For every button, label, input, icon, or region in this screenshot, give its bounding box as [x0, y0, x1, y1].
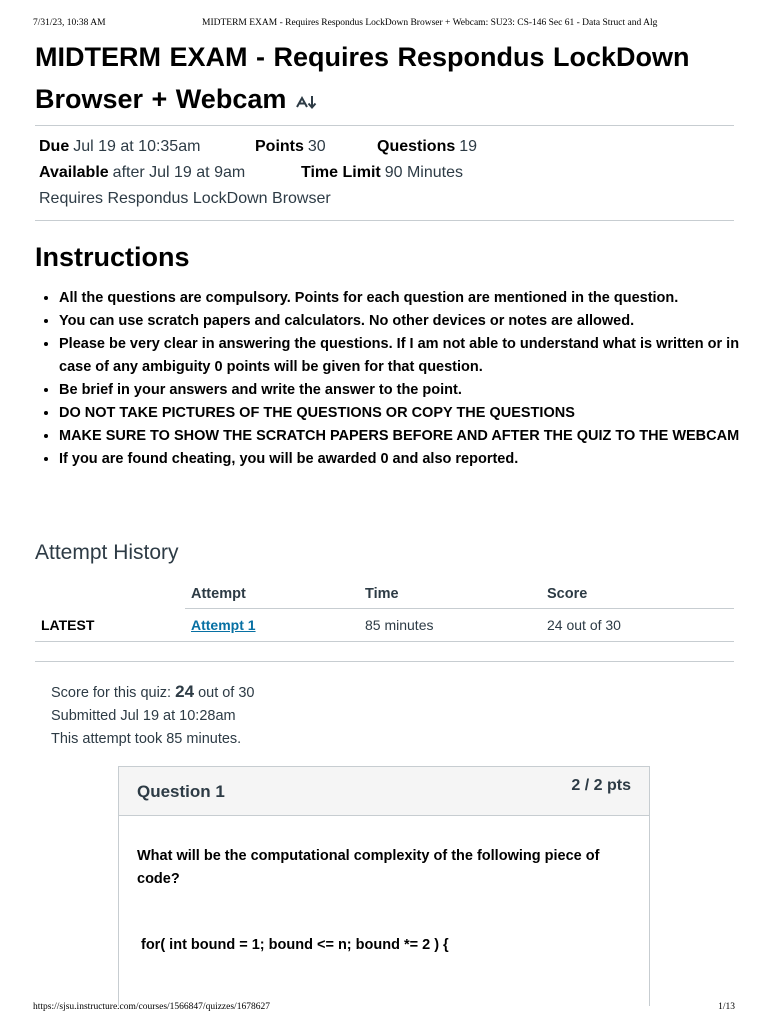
sort-icon[interactable] [296, 80, 318, 122]
duration-line: This attempt took 85 minutes. [51, 731, 242, 747]
print-date: 7/31/23, 10:38 AM [33, 18, 106, 28]
column-header-score: Score [541, 580, 734, 609]
score-prefix: Score for this quiz: [51, 685, 172, 701]
available-label: Available [39, 164, 109, 181]
instruction-item: • If you are found cheating, you will be awarded 0 and also reported. [59, 448, 759, 471]
questions-label: Questions [377, 138, 456, 155]
quiz-title-text: MIDTERM EXAM - Requires Respondus LockDown Browser + Webcam [35, 42, 690, 114]
score-suffix: out of 30 [198, 685, 255, 701]
due-value: Jul 19 at 10:35am [73, 138, 201, 155]
available-detail [39, 164, 245, 182]
divider [35, 220, 734, 221]
column-header [35, 580, 185, 609]
table-row [35, 609, 734, 642]
instructions-list [35, 287, 759, 471]
attempt-history-table [35, 580, 734, 642]
instruction-item: • MAKE SURE TO SHOW THE SCRATCH PAPERS BEFORE AND AFTER THE QUIZ TO THE WEBCAM [59, 425, 759, 448]
score-cell: 24 out of 30 [541, 609, 734, 642]
time-limit-value: 90 Minutes [384, 164, 463, 181]
points-label: Points [255, 138, 304, 155]
lockdown-note: Requires Respondus LockDown Browser [39, 190, 331, 207]
instruction-item: • You can use scratch papers and calculators. No other devices or notes are allowed. [59, 310, 759, 333]
instructions-heading: Instructions [35, 242, 190, 272]
quiz-details-row-1 [39, 138, 200, 156]
question-name: Question 1 [137, 782, 225, 801]
points-detail [255, 138, 326, 156]
table-header-row [35, 580, 734, 609]
print-url: https://sjsu.instructure.com/courses/1566847/quizzes/1678627 [33, 1002, 270, 1012]
question-points: 2 / 2 pts [571, 777, 631, 794]
time-cell: 85 minutes [359, 609, 541, 642]
due-label: Due [39, 138, 70, 155]
attempt-link[interactable]: Attempt 1 [191, 617, 256, 633]
column-header-time: Time [359, 580, 541, 609]
quiz-score-line [51, 682, 255, 702]
quiz-title [35, 36, 725, 122]
question-card [118, 766, 650, 1006]
attempt-history-heading: Attempt History [35, 541, 179, 564]
questions-value: 19 [459, 138, 478, 155]
instruction-item: • Please be very clear in answering the questions. If I am not able to understand what is written or in case of any ambiguity 0 points will be given for that question. [59, 333, 759, 379]
points-value: 30 [307, 138, 326, 155]
instruction-item: • All the questions are compulsory. Points for each question are mentioned in the question. [59, 287, 759, 310]
question-code: for( int bound = 1; bound <= n; bound *= 2 ) { [141, 937, 449, 953]
attempt-cell [185, 609, 359, 642]
latest-label: LATEST [35, 609, 185, 642]
score-value: 24 [175, 682, 195, 701]
print-page-number: 1/13 [718, 1002, 735, 1012]
column-header-attempt: Attempt [185, 580, 359, 609]
question-text: What will be the computational complexity of the following piece of code? [137, 848, 600, 887]
question-header [119, 767, 649, 816]
time-limit-detail [301, 164, 463, 182]
time-limit-label: Time Limit [301, 164, 381, 181]
divider [35, 125, 734, 126]
submitted-line: Submitted Jul 19 at 10:28am [51, 708, 236, 724]
instruction-item: • DO NOT TAKE PICTURES OF THE QUESTIONS OR COPY THE QUESTIONS [59, 402, 759, 425]
print-doc-title: MIDTERM EXAM - Requires Respondus LockDown Browser + Webcam: SU23: CS-146 Sec 61 - Data Struct and Alg [202, 18, 658, 28]
available-value: after Jul 19 at 9am [112, 164, 246, 181]
divider [35, 661, 734, 662]
questions-detail [377, 138, 477, 156]
instruction-item: • Be brief in your answers and write the answer to the point. [59, 379, 759, 402]
